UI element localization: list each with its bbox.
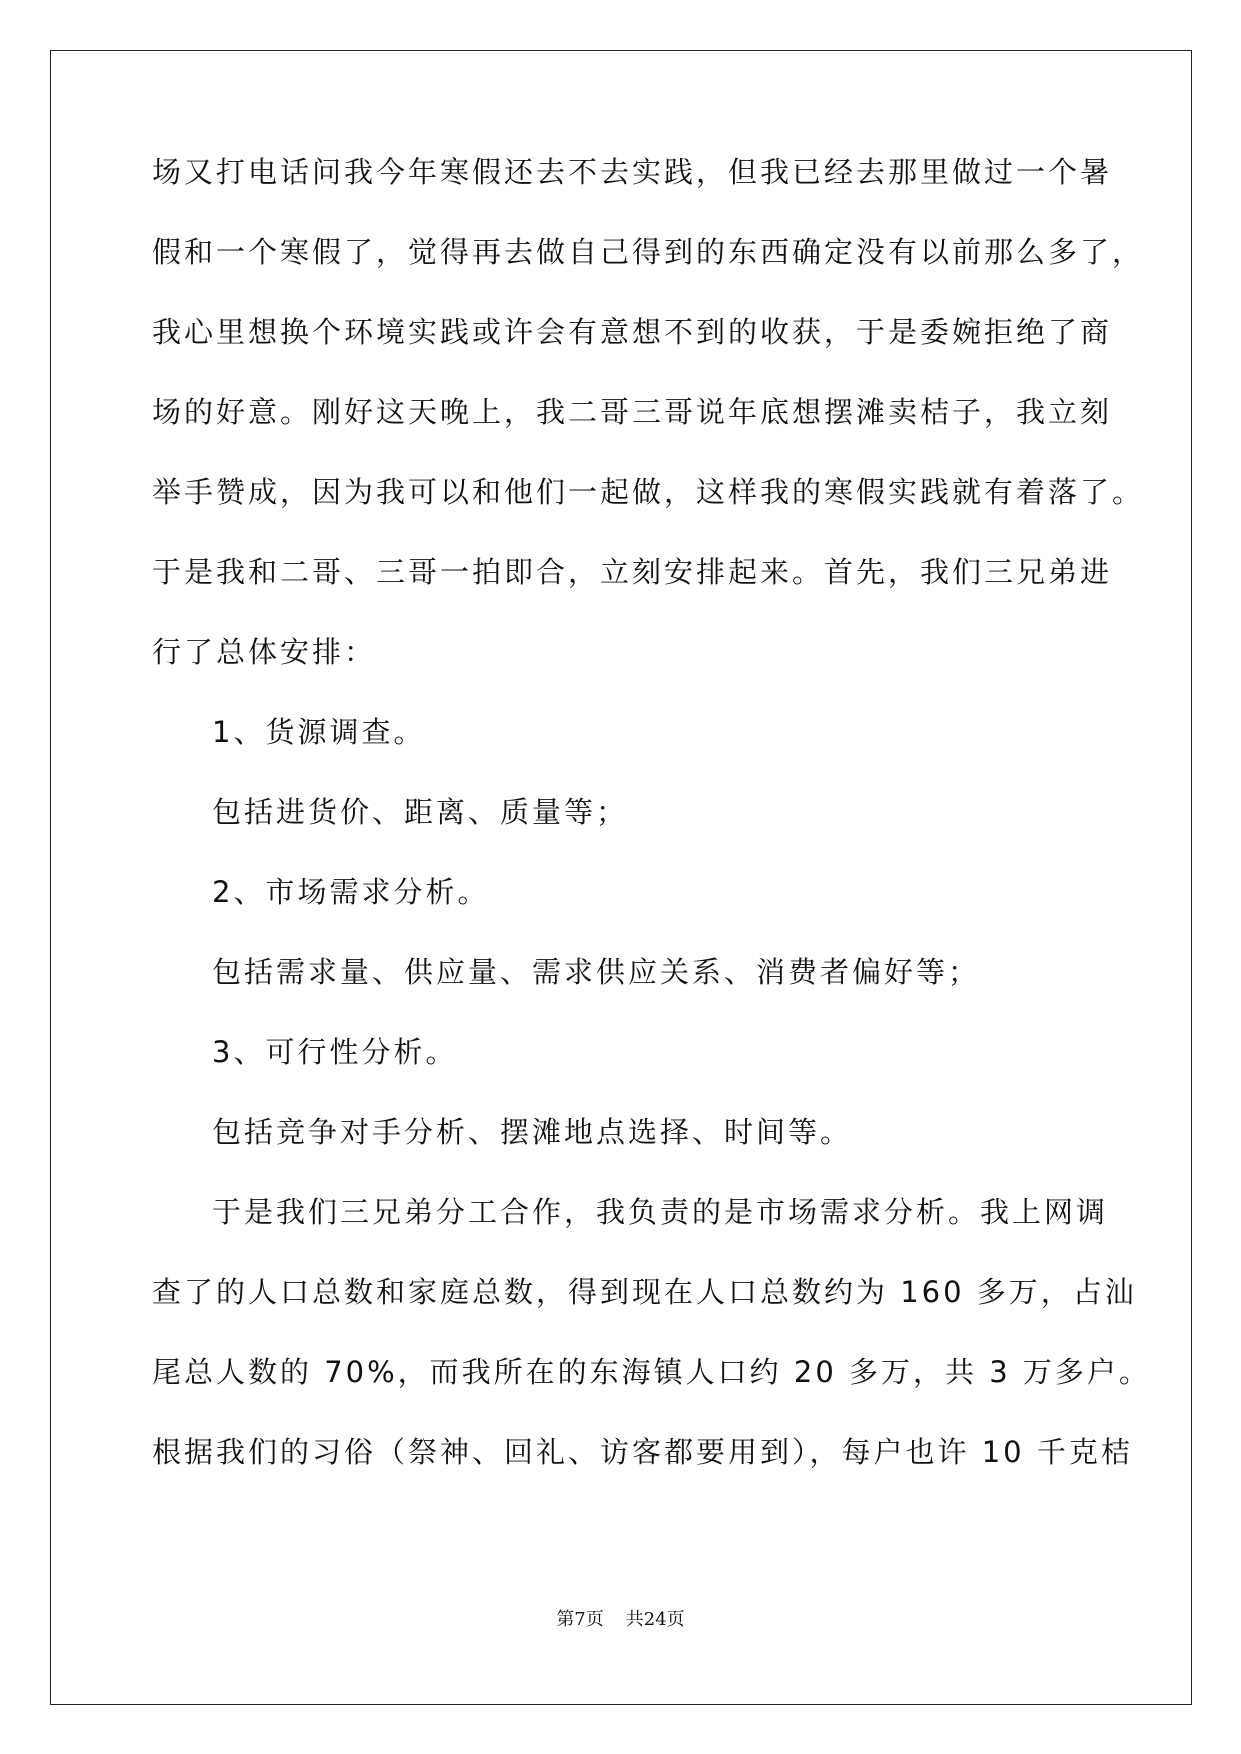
text-line: 行了总体安排：	[152, 635, 377, 669]
list-item-heading: 2、市场需求分析。	[212, 875, 490, 909]
text-line: 我心里想换个环境实践或许会有意想不到的收获，于是委婉拒绝了商	[152, 315, 1113, 349]
page-footer	[0, 1608, 1241, 1632]
text-line: 场的好意。刚好这天晚上，我二哥三哥说年底想摆滩卖桔子，我立刻	[152, 395, 1113, 429]
text-line: 假和一个寒假了，觉得再去做自己得到的东西确定没有以前那么多了，	[152, 235, 1145, 269]
list-item-detail: 包括需求量、供应量、需求供应关系、消费者偏好等；	[212, 955, 981, 989]
list-item-detail: 包括竞争对手分析、摆滩地点选择、时间等。	[212, 1115, 853, 1149]
text-line: 尾总人数的 70%，而我所在的东海镇人口约 20 多万，共 3 万多户。	[152, 1355, 1151, 1389]
list-item-heading: 1、货源调查。	[212, 715, 426, 749]
text-line: 举手赞成，因为我可以和他们一起做，这样我的寒假实践就有着落了。	[152, 475, 1145, 509]
text-line: 场又打电话问我今年寒假还去不去实践，但我已经去那里做过一个暑	[152, 155, 1113, 189]
text-line: 根据我们的习俗（祭神、回礼、访客都要用到），每户也许 10 千克桔	[152, 1435, 1133, 1469]
text-line: 查了的人口总数和家庭总数，得到现在人口总数约为 160 多万，占汕	[152, 1275, 1137, 1309]
text-line: 于是我和二哥、三哥一拍即合，立刻安排起来。首先，我们三兄弟进	[152, 555, 1113, 589]
page-number: 第7页	[556, 1609, 604, 1630]
list-item-heading: 3、可行性分析。	[212, 1035, 458, 1069]
list-item-detail: 包括进货价、距离、质量等；	[212, 795, 629, 829]
text-line: 于是我们三兄弟分工合作，我负责的是市场需求分析。我上网调	[212, 1195, 1109, 1229]
page-total: 共24页	[625, 1609, 685, 1630]
